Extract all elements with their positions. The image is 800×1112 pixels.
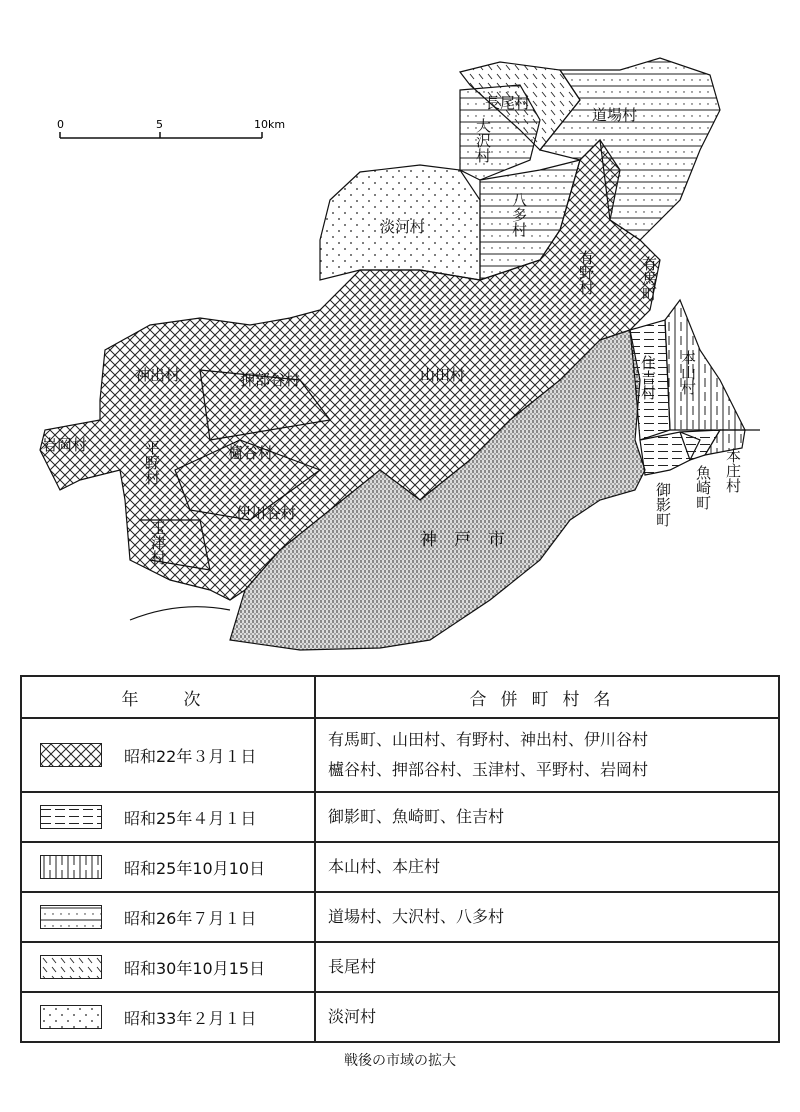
label-tannkawa: 淡河村	[380, 218, 426, 236]
row-names: 長尾村	[328, 957, 377, 976]
label-shidedani: 櫨谷村	[228, 444, 274, 462]
table-row	[21, 992, 779, 1042]
label-motoyama: 本山村	[679, 350, 697, 395]
hdots-swatch-icon	[40, 905, 102, 929]
label-kobe-city: 神 戸 市	[420, 530, 505, 550]
scale-tick-0: 0	[57, 118, 64, 131]
row-date: 昭和26年７月１日	[124, 908, 257, 928]
vertical-swatch-icon	[40, 855, 102, 879]
label-yamada: 山田村	[420, 366, 466, 384]
scale-tick-5: 5	[156, 118, 163, 131]
table-row	[21, 842, 779, 892]
label-arino: 有野村	[577, 250, 595, 295]
row-names: 本山村、本庄村	[328, 857, 441, 876]
row-date: 昭和30年10月15日	[124, 958, 266, 978]
label-ikawadani: 伊川谷村	[236, 504, 297, 522]
label-hatta: 八多村	[510, 192, 528, 237]
header-year: 年 次	[21, 676, 315, 718]
row-names: 道場村、大沢村、八多村	[328, 907, 505, 926]
horizontal-swatch-icon	[40, 805, 102, 829]
label-mikage: 御影町	[654, 482, 672, 527]
crosshatch-swatch-icon	[40, 743, 102, 767]
label-hirano: 平野村	[143, 440, 161, 485]
table-row	[21, 942, 779, 992]
row-date: 昭和22年３月１日	[124, 746, 257, 766]
label-uozaki: 魚崎町	[694, 465, 712, 510]
table-row	[21, 792, 779, 842]
label-iwaoka: 岩岡村	[42, 436, 88, 454]
header-merged-names: 合併町村名	[315, 676, 779, 718]
row-names: 櫨谷村、押部谷村、玉津村、平野村、岩岡村	[328, 760, 649, 779]
table-row	[21, 892, 779, 942]
row-date: 昭和33年２月１日	[124, 1008, 257, 1028]
region-motoyama	[665, 300, 745, 430]
figure-caption: 戦後の市域の拡大	[344, 1053, 456, 1069]
row-names: 有馬町、山田村、有野村、神出村、伊川谷村	[328, 730, 649, 749]
row-names: 御影町、魚崎町、住吉村	[328, 807, 505, 826]
row-names: 淡河村	[328, 1007, 377, 1026]
label-oshibedani: 押部谷村	[240, 371, 301, 389]
label-arima: 有馬町	[640, 256, 658, 301]
scale-tick-10: 10km	[254, 118, 286, 131]
label-nagao: 長尾村	[485, 94, 531, 112]
slash-swatch-icon	[40, 955, 102, 979]
label-osawa: 大沢村	[474, 118, 492, 163]
label-sumiyoshi: 住吉村	[639, 355, 657, 400]
label-honjo: 本庄村	[724, 448, 742, 493]
label-kande: 神出村	[135, 366, 181, 384]
label-tamatsu: 玉津村	[149, 520, 167, 565]
label-dojo: 道場村	[592, 106, 638, 124]
dots-swatch-icon	[40, 1005, 102, 1029]
row-date: 昭和25年10月10日	[124, 858, 266, 878]
merger-legend-table	[20, 675, 780, 1043]
scale-bar	[57, 118, 285, 138]
row-date: 昭和25年４月１日	[124, 808, 257, 828]
table-row	[21, 718, 779, 792]
